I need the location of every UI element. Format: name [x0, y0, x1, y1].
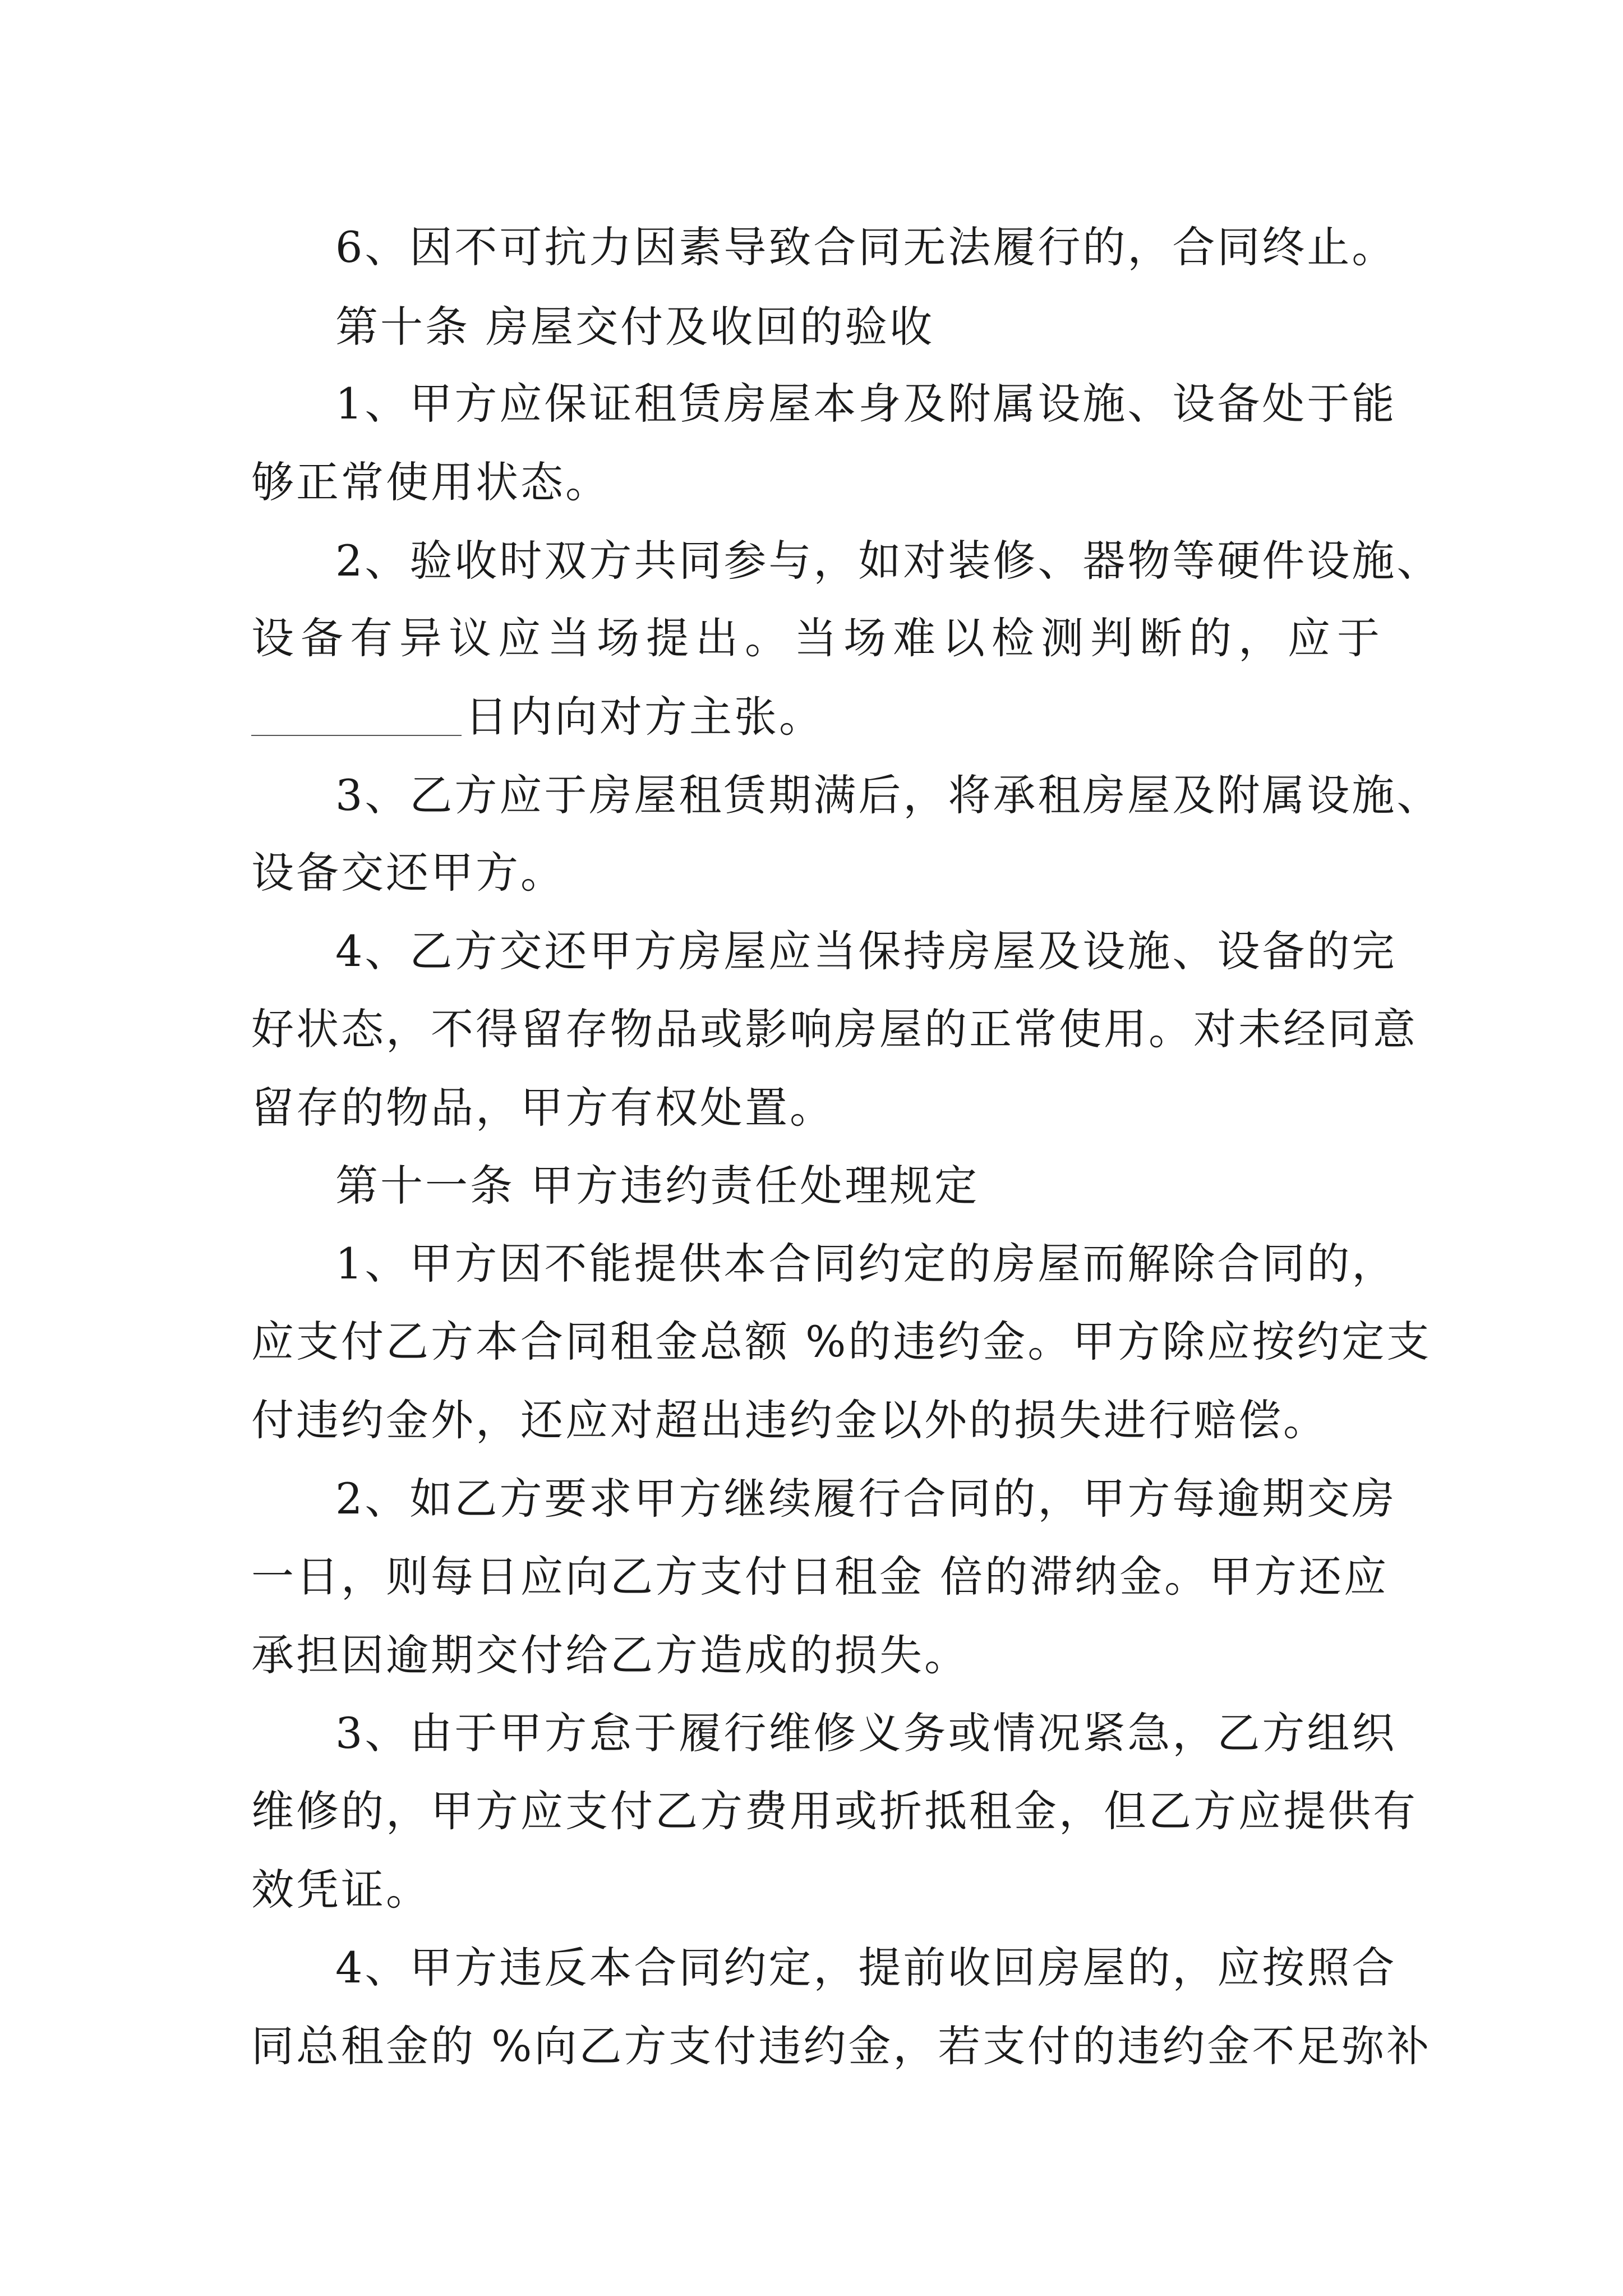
paragraph-line: 承担因逾期交付给乙方造成的损失。 — [251, 1630, 969, 1680]
paragraph-line-text: 日内向对方主张。 — [465, 692, 824, 742]
paragraph-line: 留存的物品，甲方有权处置。 — [251, 1083, 834, 1133]
paragraph-line: 2、验收时双方共同参与，如对装修、器物等硬件设施、 — [335, 536, 1442, 586]
paragraph-line: 4、甲方违反本合同约定，提前收回房屋的，应按照合 — [335, 1943, 1397, 1993]
fill-in-blank — [251, 735, 462, 736]
paragraph-line: 设备有异议应当场提出。当场难以检测判断的，应于 — [251, 613, 1382, 663]
paragraph-line: 效凭证。 — [251, 1865, 431, 1915]
section-heading: 第十条 房屋交付及收回的验收 — [335, 302, 935, 352]
paragraph-line: 好状态，不得留存物品或影响房屋的正常使用。对未经同意 — [251, 1004, 1418, 1054]
paragraph-line: 1、甲方应保证租赁房屋本身及附属设施、设备处于能 — [335, 379, 1397, 429]
section-heading: 第十一条 甲方违约责任处理规定 — [335, 1161, 980, 1211]
paragraph-line: 够正常使用状态。 — [251, 457, 610, 507]
paragraph-line: 3、由于甲方怠于履行维修义务或情况紧急，乙方组织 — [335, 1708, 1397, 1758]
paragraph-line: 4、乙方交还甲方房屋应当保持房屋及设施、设备的完 — [335, 926, 1397, 976]
paragraph-line: 2、如乙方要求甲方继续履行合同的，甲方每逾期交房 — [335, 1474, 1397, 1524]
paragraph-line: 同总租金的 %向乙方支付违约金，若支付的违约金不足弥补 — [251, 2021, 1432, 2071]
paragraph-line: 3、乙方应于房屋租赁期满后，将承租房屋及附属设施、 — [335, 770, 1442, 820]
paragraph-line: 一日，则每日应向乙方支付日租金 倍的滞纳金。甲方还应 — [251, 1552, 1389, 1602]
paragraph-line: 付违约金外，还应对超出违约金以外的损失进行赔偿。 — [251, 1395, 1328, 1445]
paragraph-line: 6、因不可抗力因素导致合同无法履行的，合同终止。 — [335, 222, 1397, 272]
paragraph-line: 维修的，甲方应支付乙方费用或折抵租金，但乙方应提供有 — [251, 1786, 1418, 1836]
paragraph-line: 应支付乙方本合同租金总额 %的违约金。甲方除应按约定支 — [251, 1317, 1432, 1366]
paragraph-line: 设备交还甲方。 — [251, 848, 565, 898]
paragraph-line: 1、甲方因不能提供本合同约定的房屋而解除合同的， — [335, 1239, 1397, 1289]
paragraph-line — [251, 692, 824, 742]
